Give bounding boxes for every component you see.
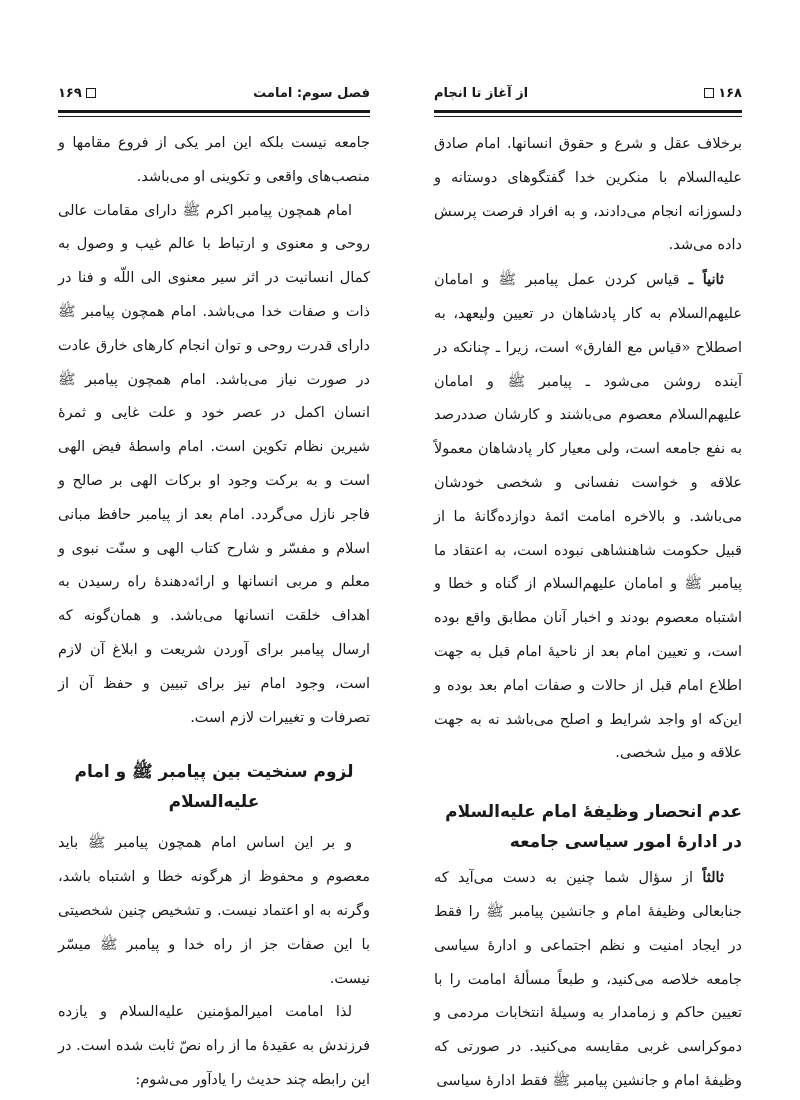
right-page-header [434, 82, 742, 104]
header-rule-thick [58, 110, 370, 113]
left-header-title: فصل سوم: امامت [253, 85, 370, 101]
right-paragraph [434, 263, 742, 771]
left-page-header [58, 82, 370, 104]
right-page [400, 0, 800, 1100]
paragraph-text: از سؤال شما چنین به دست می‌آید که جنابعالی وظیفهٔ امام و جانشین پیامبر ﷺ را فقط در ایجاد امنیت و نظم اجتماعی و ادارهٔ سیاسی جامعه خلاصه می‌کنید، و طبعاً مسألهٔ امامت را با تعیین حاکم و زمامدار به وسیلهٔ انتخابات مردمی و دموکراسی غربی مقایسه می‌کنید. در صورتی که وظیفهٔ امام و جانشین پیامبر ﷺ فقط ادارهٔ سیاسی [434, 870, 742, 1089]
right-header-title: از آغاز تا انجام [434, 85, 529, 101]
left-paragraph: لذا امامت امیرالمؤمنین علیه‌السلام و یازده فرزندش به عقیدهٔ ما از راه نصّ ثابت شده است. در این رابطه چند حدیث را یادآور می‌شوم: [58, 1004, 370, 1088]
right-paragraph [434, 861, 742, 1099]
left-paragraph: و بر این اساس امام همچون پیامبر ﷺ باید معصوم و محفوظ از هرگونه خطا و اشتباه باشد، وگرنه به او اعتماد نیست. و تشخیص چنین شخصیتی با این صفات جز از راه خدا و پیامبر ﷺ میسّر نیست. [58, 835, 370, 987]
left-paragraph: امام همچون پیامبر اکرم ﷺ دارای مقامات عالی روحی و معنوی و ارتباط با عالم غیب و وصول به کمال انسانیت در اثر سیر معنوی الی اللّه و فنا در ذات و صفات خدا می‌باشد. امام همچون پیامبر ﷺ دارای قدرت روحی و توان انجام کارهای خارق عادت در صورت نیاز می‌باشد. امام همچون پیامبر ﷺ انسان اکمل در عصر خود و علت غایی و ثمرهٔ شیرین نظام تکوین است. امام واسطهٔ فیض الهی است و به برکت وجود او برکات الهی بر صالح و فاجر نازل می‌گردد. امام بعد از پیامبر حافظ مبانی اسلام و مفسّر و شارح کتاب الهی و سنّت نبوی و معلم و مربی انسانها و ارائه‌دهندهٔ راه رسیدن به اهداف خلقت انسانها می‌باشد. و همان‌گونه که ارسال پیامبر برای آوردن شریعت و ابلاغ آن لازم است، وجود امام نیز برای تبیین و حفظ آن از تصرفات و تغییرات لازم است. [58, 202, 370, 726]
page-marker-square-icon [86, 88, 96, 98]
paragraph-lead: ثانیاً ـ [688, 271, 724, 289]
right-body-text [434, 127, 742, 1099]
left-body-text [58, 127, 370, 1098]
right-section-heading: عدم انحصار وظیفهٔ امام علیه‌السلام در ادارهٔ امور سیاسی جامعه [445, 802, 742, 853]
right-paragraph [434, 127, 742, 263]
paragraph-text: قیاس کردن عمل پیامبر ﷺ و امامان علیهم‌السلام به کار پادشاهان در تعیین ولیعهد، به اصطلاح «قیاس مع الفارق» است، زیرا ـ چنانکه در آینده روشن می‌شود ـ پیامبر ﷺ و امامان علیهم‌السلام معصوم می‌باشند و کارشان صددرصد به نفع جامعه است، ولی معیار کار پادشاهان معمولاً علاقه و خواست نفسانی و شخصی خودشان می‌باشد. و بالاخره امامت ائمهٔ دوازده‌گانهٔ ما از قبیل حکومت شاهنشاهی نبوده است، به اعتقاد ما پیامبر ﷺ و امامان علیهم‌السلام از گناه و خطا و اشتباه معصوم بودند و اخبار آنان مطابق واقع بوده است، و تعیین امام بعد از ناحیهٔ امام قبل به جهت اطلاع امام قبل از حالات و صفات امام بعد بوده و این‌که او واجد شرایط و اصلح می‌باشد نه به جهت علاقه و میل شخصی. [434, 272, 742, 762]
left-page-number: ۱۶۹ [58, 85, 82, 101]
left-paragraph: جامعه نیست بلکه این امر یکی از فروع مقامها و منصب‌های واقعی و تکوینی او می‌باشد. [58, 135, 370, 185]
paragraph-text: برخلاف عقل و شرع و حقوق انسانها. امام صادق علیه‌السلام با منکرین خدا گفتگوهای دوستانه و دلسوزانه انجام می‌دادند، و به افراد فرصت پرسش داده می‌شد. [434, 136, 742, 254]
left-section-heading: لزوم سنخیت بین پیامبر ﷺ و امام علیه‌السلام [74, 762, 354, 813]
right-page-number: ۱۶۸ [718, 85, 742, 101]
header-rule-thin [434, 116, 742, 117]
paragraph-lead: ثالثاً [702, 869, 724, 887]
header-rule-thick [434, 110, 742, 113]
header-rule-thin [58, 116, 370, 117]
right-page-number-block [704, 86, 742, 101]
page-marker-square-icon [704, 88, 714, 98]
left-page-number-block [58, 86, 96, 101]
